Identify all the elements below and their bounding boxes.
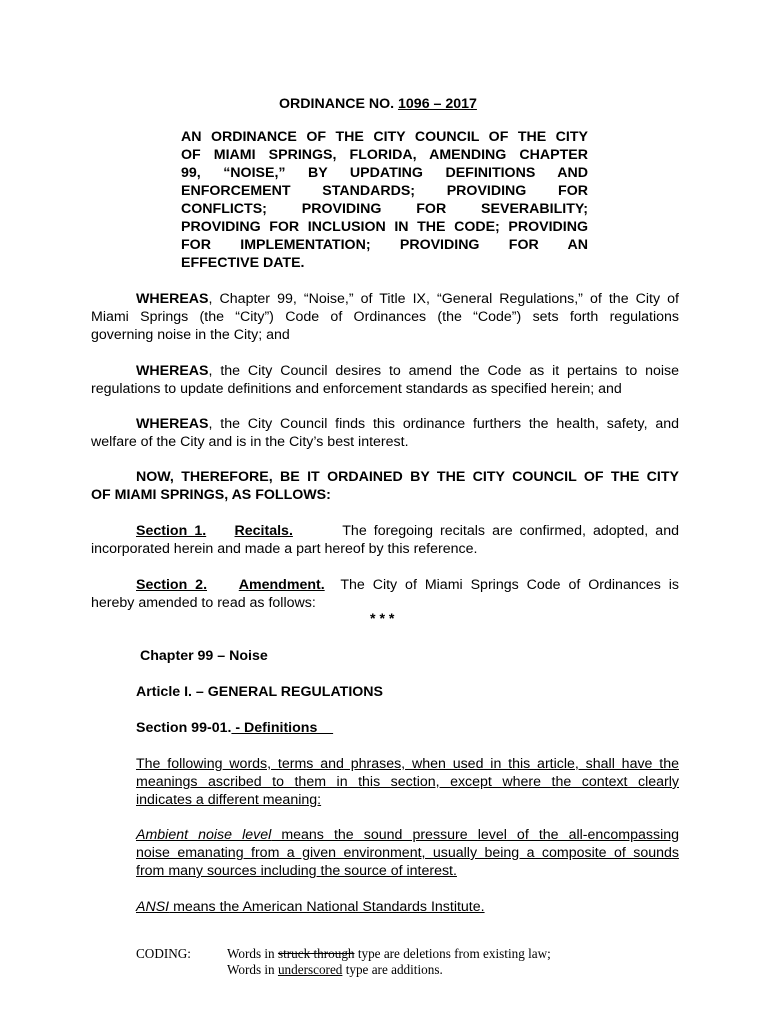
section-1: [91, 522, 679, 558]
section-1-heading: Recitals.: [234, 523, 293, 539]
defined-term: Ambient noise level: [136, 827, 272, 843]
caption-line: CONFLICTS; PROVIDING FOR SEVERABILITY;: [181, 201, 588, 217]
coding-label: CODING:: [136, 946, 191, 961]
caption-line: EFFECTIVE DATE.: [181, 255, 305, 271]
ordinance-title: [279, 95, 477, 113]
definition-ambient-noise: [136, 826, 679, 880]
definition-ansi: ANSI means the American National Standards Institute.: [136, 899, 485, 915]
whereas-lead: WHEREAS: [136, 363, 209, 379]
article-heading: Article I. – GENERAL REGULATIONS: [136, 684, 384, 700]
paragraph-line: Ambient noise level means the sound pressure level of the all-encompassing: [136, 827, 679, 843]
paragraph-line: Section 1. Recitals. The foregoing recitals are confirmed, adopted, and: [136, 523, 679, 539]
ordinance-number: 1096 – 2017: [398, 96, 477, 112]
paragraph-line: The following words, terms and phrases, when used in this article, shall have the: [136, 756, 679, 772]
caption-line: FOR IMPLEMENTATION; PROVIDING FOR AN: [181, 237, 588, 253]
paragraph-line: incorporated herein and made a part hereof by this reference.: [91, 541, 478, 557]
whereas-paragraph-3: [91, 415, 679, 451]
paragraph-line: WHEREAS, Chapter 99, “Noise,” of Title IX, “General Regulations,” of the City of: [136, 291, 679, 307]
section-99-01-heading: Section 99-01. - Definitions: [136, 720, 334, 736]
whereas-lead: WHEREAS: [136, 291, 209, 307]
whereas-lead: WHEREAS: [136, 416, 209, 432]
section-2-heading: Amendment.: [238, 577, 325, 593]
section-2-label: Section 2.: [136, 577, 208, 593]
defined-term: ANSI: [136, 899, 170, 915]
paragraph-line: regulations to update definitions and enforcement standards as specified herein; and: [91, 381, 622, 397]
paragraph-line: WHEREAS, the City Council desires to amend the Code as it pertains to noise: [136, 363, 679, 379]
caption-line: AN ORDINANCE OF THE CITY COUNCIL OF THE CITY: [181, 129, 588, 145]
coding-line-additions: Words in underscored type are additions.: [227, 962, 443, 977]
whereas-paragraph-1: [91, 290, 679, 344]
paragraph-line: NOW, THEREFORE, BE IT ORDAINED BY THE CITY COUNCIL OF THE CITY: [136, 469, 679, 485]
coding-line-deletions: Words in struck through type are deletions from existing law;: [227, 946, 551, 961]
paragraph-line: governing noise in the City; and: [91, 327, 290, 343]
paragraph-line: meanings ascribed to them in this section, except where the context clearly: [136, 774, 679, 790]
whereas-paragraph-2: [91, 362, 679, 398]
paragraph-line: Miami Springs (the “City”) Code of Ordinances (the “Code”) sets forth regulations: [91, 309, 679, 325]
paragraph-line: Section 2. Amendment. The City of Miami Springs Code of Ordinances is: [136, 577, 679, 593]
paragraph-line: from many sources including the source of interest.: [136, 863, 457, 879]
paragraph-line: WHEREAS, the City Council finds this ordinance furthers the health, safety, and: [136, 416, 679, 432]
ordinance-caption: [181, 128, 588, 272]
underscored-sample: underscored: [277, 962, 343, 977]
caption-line: OF MIAMI SPRINGS, FLORIDA, AMENDING CHAPTER: [181, 147, 588, 163]
omission-asterisks: * * *: [370, 611, 395, 627]
paragraph-line: indicates a different meaning:: [136, 792, 322, 808]
coding-legend: [227, 946, 551, 978]
section-1-label: Section 1.: [136, 523, 207, 539]
paragraph-line: noise emanating from a given environment, usually being a composite of sounds: [136, 845, 679, 861]
caption-line: ENFORCEMENT STANDARDS; PROVIDING FOR: [181, 183, 588, 199]
ordained-clause: [91, 468, 679, 504]
definitions-intro: [136, 755, 679, 809]
chapter-heading: Chapter 99 – Noise: [140, 648, 268, 664]
paragraph-line: hereby amended to read as follows:: [91, 595, 316, 611]
ordinance-title-prefix: ORDINANCE NO.: [279, 96, 399, 112]
caption-line: PROVIDING FOR INCLUSION IN THE CODE; PROVIDING: [181, 219, 588, 235]
caption-line: 99, “NOISE,” BY UPDATING DEFINITIONS AND: [181, 165, 588, 181]
paragraph-line: OF MIAMI SPRINGS, AS FOLLOWS:: [91, 487, 331, 503]
struck-through-sample: struck through: [277, 946, 355, 961]
paragraph-line: welfare of the City and is in the City’s best interest.: [91, 434, 409, 450]
section-2: [91, 576, 679, 612]
